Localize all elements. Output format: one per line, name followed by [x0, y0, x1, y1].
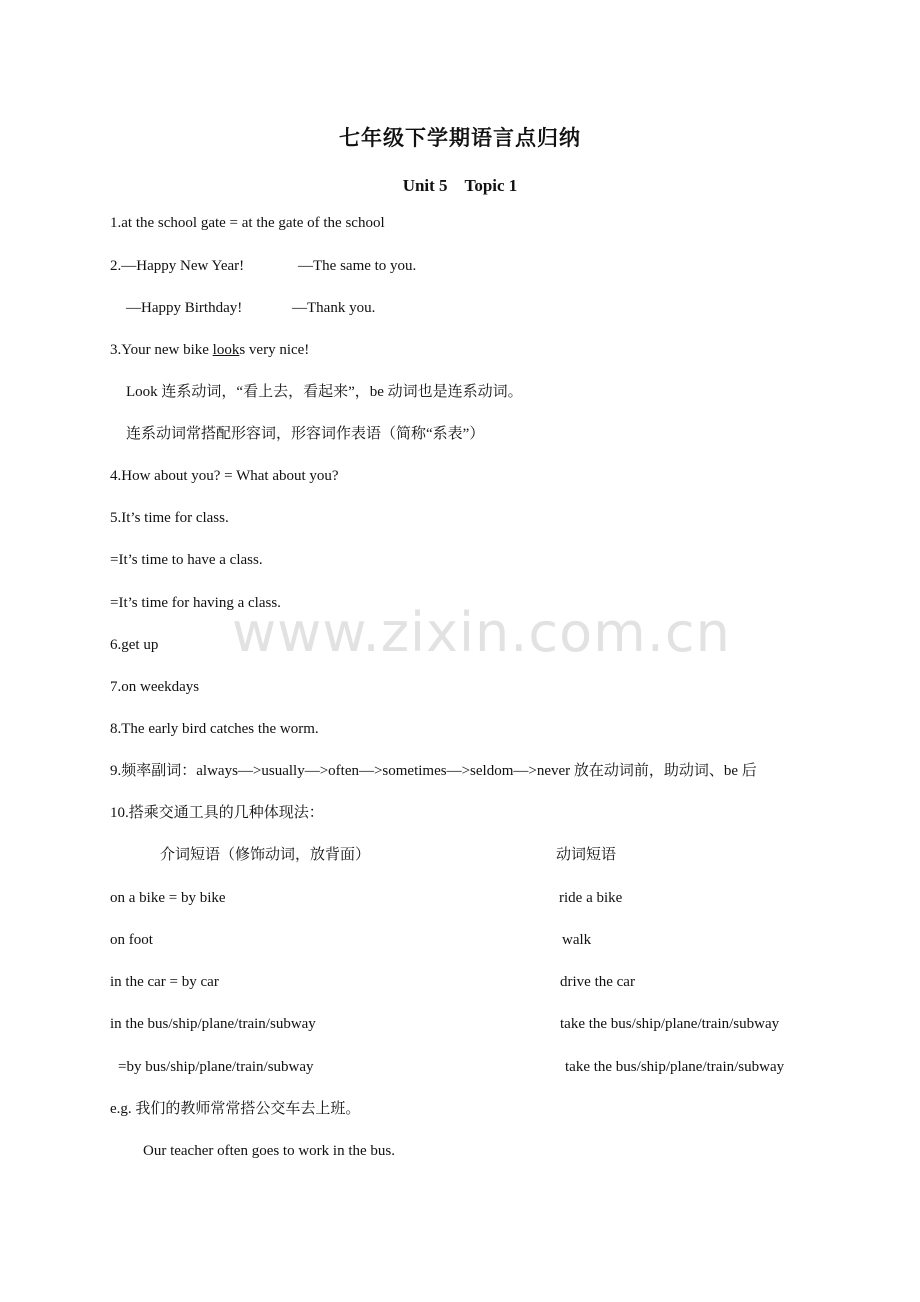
point-5: 5.It’s time for class. [110, 510, 229, 526]
point-5-alt-2: =It’s time for having a class. [110, 595, 281, 611]
watermark: www.zixin.com.cn [232, 601, 731, 664]
point-8: 8.The early bird catches the worm. [110, 721, 319, 737]
row-left: on foot [110, 932, 153, 948]
row-right: drive the car [560, 974, 635, 990]
row-left: in the bus/ship/plane/train/subway [110, 1016, 316, 1032]
point-3-post: s very nice! [239, 342, 310, 358]
point-1: 1.at the school gate = at the gate of the school [110, 215, 385, 231]
row-right: take the bus/ship/plane/train/subway [565, 1059, 785, 1075]
point-6: 6.get up [110, 637, 159, 653]
row-left: in the car = by car [110, 974, 219, 990]
point-3 [110, 340, 309, 360]
row-left: =by bus/ship/plane/train/subway [118, 1059, 314, 1075]
row-right: ride a bike [559, 890, 623, 906]
point-3-note-2: 连系动词常搭配形容词，形容词作表语（简称“系表”） [126, 426, 485, 442]
example-chinese: e.g. 我们的教师常常搭公交车去上班。 [110, 1101, 361, 1117]
point-3-underlined: look [212, 342, 240, 358]
point-4: 4.How about you? = What about you? [110, 468, 339, 484]
left-column-heading: 介词短语（修饰动词，放背面） [160, 847, 371, 863]
example-english: Our teacher often goes to work in the bus. [143, 1143, 396, 1159]
point-7: 7.on weekdays [110, 679, 200, 695]
unit-topic-heading: Unit 5 Topic 1 [402, 176, 518, 195]
right-column-heading: 动词短语 [556, 847, 617, 863]
page-title: 七年级下学期语言点归纳 [339, 126, 581, 150]
point-3-pre: 3.Your new bike [110, 342, 213, 358]
point-9: 9.频率副词：always—>usually—>often—>sometimes—>seldom—>never 放在动词前，助动词、be 后 [110, 763, 757, 779]
point-2-thanks: —Thank you. [292, 300, 376, 316]
row-left: on a bike = by bike [110, 890, 226, 906]
point-2-greeting: 2.—Happy New Year! [110, 258, 245, 274]
point-2-birthday: —Happy Birthday! [126, 300, 243, 316]
point-2-reply: —The same to you. [298, 258, 417, 274]
row-right: walk [562, 932, 592, 948]
point-3-note-1: Look 连系动词，“看上去，看起来”，be 动词也是连系动词。 [126, 384, 523, 400]
row-right: take the bus/ship/plane/train/subway [560, 1016, 780, 1032]
point-10: 10.搭乘交通工具的几种体现法： [110, 805, 324, 821]
point-5-alt-1: =It’s time to have a class. [110, 552, 263, 568]
